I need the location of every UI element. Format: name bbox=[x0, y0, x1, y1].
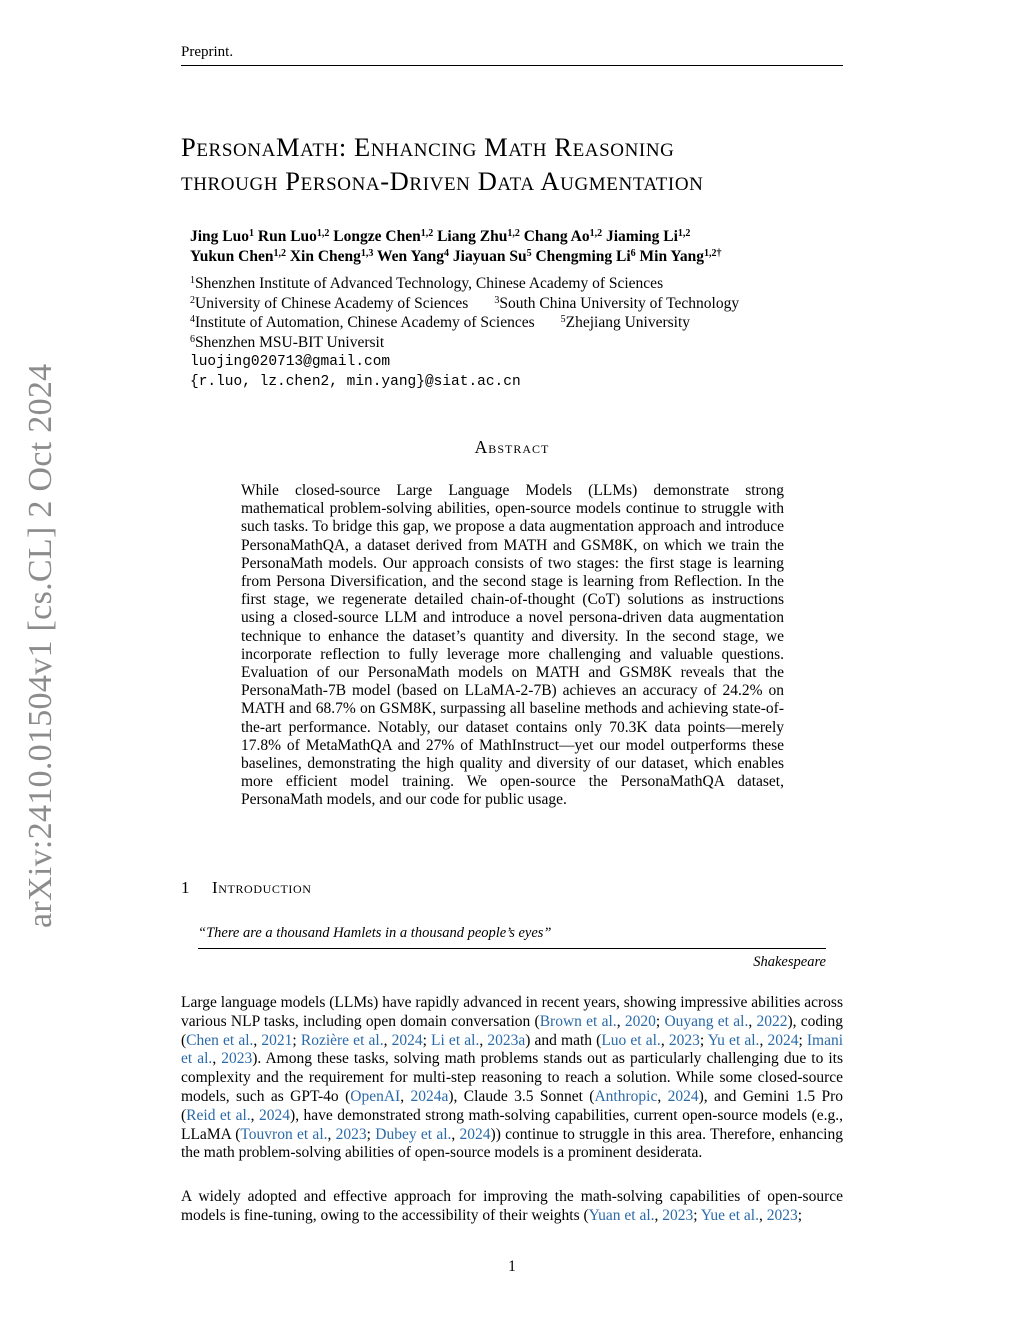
author-name: Xin Cheng bbox=[289, 248, 361, 265]
author-affiliation-marker: 5 bbox=[526, 248, 532, 259]
citation-link[interactable]: 2024 bbox=[767, 1031, 799, 1049]
affiliation-marker: 5 bbox=[560, 314, 566, 326]
citation-link[interactable]: 2024 bbox=[259, 1106, 291, 1124]
citation-link[interactable]: 2023 bbox=[335, 1125, 367, 1143]
author-affiliation-marker: 1,2 bbox=[420, 228, 434, 239]
author-list bbox=[190, 227, 721, 267]
citation-link[interactable]: Ouyang et al. bbox=[664, 1012, 749, 1030]
author-name: Liang Zhu bbox=[437, 228, 508, 245]
header-rule bbox=[181, 65, 843, 66]
affiliation-3: South China University of Technology bbox=[499, 294, 740, 312]
author-name: Longze Chen bbox=[333, 228, 421, 245]
epigraph-quote: “There are a thousand Hamlets in a thousand people’s eyes” bbox=[198, 925, 552, 941]
author-affiliation-marker: 1,2 bbox=[677, 228, 691, 239]
running-header: Preprint. bbox=[181, 44, 234, 60]
affiliation-marker: 3 bbox=[494, 294, 500, 306]
affiliation-marker: 6 bbox=[190, 334, 195, 346]
citation-link[interactable]: 2022 bbox=[756, 1012, 788, 1030]
title-line-1: PersonaMath: Enhancing Math Reasoning bbox=[181, 132, 675, 162]
epigraph-rule bbox=[198, 948, 826, 949]
citation-link[interactable]: Touvron et al. bbox=[240, 1125, 328, 1143]
epigraph-author: Shakespeare bbox=[753, 954, 826, 970]
author-name: Min Yang bbox=[639, 248, 704, 265]
citation-link[interactable]: Yuan et al. bbox=[588, 1206, 655, 1224]
affiliation-6: Shenzhen MSU-BIT Universit bbox=[195, 334, 385, 352]
citation-link[interactable]: Luo et al. bbox=[601, 1031, 661, 1049]
affiliation-line-1 bbox=[190, 274, 739, 294]
citation-link[interactable]: 2021 bbox=[261, 1031, 293, 1049]
citation-link[interactable]: Rozière et al. bbox=[300, 1031, 384, 1049]
author-name: Jiaming Li bbox=[605, 228, 678, 245]
email-line-1: luojing020713@gmail.com bbox=[190, 353, 391, 370]
affiliation-marker: 1 bbox=[190, 275, 195, 286]
section-title: Introduction bbox=[212, 878, 312, 897]
citation-link[interactable]: Yu et al. bbox=[707, 1031, 760, 1049]
author-affiliation-marker: 1,3 bbox=[360, 248, 374, 259]
author-affiliation-marker: 4 bbox=[444, 248, 450, 259]
citation-link[interactable]: Reid et al. bbox=[186, 1106, 251, 1124]
author-name: Chengming Li bbox=[535, 248, 631, 265]
affiliation-1: Shenzhen Institute of Advanced Technology, Chinese Academy of Sciences bbox=[195, 275, 664, 292]
author-name: Wen Yang bbox=[377, 248, 445, 265]
author-affiliation-marker: 1 bbox=[249, 228, 255, 239]
citation-link[interactable]: 2024 bbox=[459, 1125, 491, 1143]
author-affiliation-marker: 1,2 bbox=[273, 248, 286, 259]
affiliations bbox=[190, 274, 739, 392]
citation-link[interactable]: 2023 bbox=[668, 1031, 700, 1049]
author-affiliation-marker: 1,2† bbox=[703, 248, 722, 259]
arxiv-identifier: arXiv:2410.01504v1 [cs.CL] 2 Oct 2024 bbox=[22, 363, 59, 928]
affiliation-marker: 2 bbox=[190, 294, 195, 306]
affiliation-line-4 bbox=[190, 333, 739, 353]
author-affiliation-marker: 6 bbox=[630, 248, 636, 259]
author-affiliation-marker: 1,2 bbox=[507, 228, 520, 239]
affiliation-line-2 bbox=[190, 294, 739, 314]
citation-link[interactable]: Anthropic bbox=[594, 1087, 658, 1105]
citation-link[interactable]: Chen et al. bbox=[186, 1031, 254, 1049]
author-line-2 bbox=[190, 247, 721, 267]
section-heading-introduction bbox=[181, 878, 312, 898]
author-affiliation-marker: 1,2 bbox=[589, 228, 603, 239]
author-line-1 bbox=[190, 227, 721, 247]
intro-paragraph-1: Large language models (LLMs) have rapidly advanced in recent years, showing impressive abilities across various NLP tasks, including open domain conversation (Brown et al., 2020; Ouyang et al., 2022), coding (Chen et al., 2021; Rozière et al., 2024; Li et al., 2023a) and math (Luo et al., 2023; Yu et al., 2024; Imani et al., 2023). Among these tasks, solving math problems stands out as particularly challenging due to its complexity and the requirement for multi-step reasoning to reach a solution. While some closed-source models, such as GPT-4o (OpenAI, 2024a), Claude 3.5 Sonnet (Anthropic, 2024), and Gemini 1.5 Pro (Reid et al., 2024), have demonstrated strong math-solving capabilities, current open-source models (e.g., LLaMA (Touvron et al., 2023; Dubey et al., 2024)) continue to struggle in this area. Therefore, enhancing the math problem-solving abilities of open-source models is a prominent desiderata. bbox=[181, 994, 844, 1162]
abstract-body: While closed-source Large Language Models (LLMs) demonstrate strong mathematical problem-solving abilities, open-source models continue to struggle with such tasks. To bridge this gap, we propose a data augmentation approach and introduce PersonaMathQA, a dataset derived from MATH and GSM8K, on which we train the PersonaMath models. Our approach consists of two stages: the first stage is learning from Persona Diversification, and the second stage is learning from Reflection. In the first stage, we regenerate detailed chain-of-thought (CoT) solutions as instructions using a closed-source LLM and introduce a novel persona-driven data augmentation technique to enhance the dataset’s quantity and diversity. In the second stage, we incorporate reflection to fully leverage more challenging and valuable questions. Evaluation of our PersonaMath models on MATH and GSM8K reveals that the PersonaMath-7B model (based on LLaMA-2-7B) achieves an accuracy of 24.2% on MATH and 68.7% on GSM8K, surpassing all baseline methods and achieving state-of-the-art performance. Notably, our dataset contains only 70.3K data points—merely 17.8% of MetaMathQA and 27% of MathInstruct—yet our model outperforms these baselines, demonstrating the high quality and diversity of our dataset, which enables more efficient model training. We open-source the PersonaMathQA dataset, PersonaMath models, and our code for public usage. bbox=[241, 482, 784, 809]
citation-link[interactable]: 2020 bbox=[624, 1012, 656, 1030]
author-name: Jing Luo bbox=[190, 228, 250, 245]
author-name: Yukun Chen bbox=[190, 248, 274, 265]
intro-paragraph-2: A widely adopted and effective approach for improving the math-solving capabilities of open-source models is fine-tuning, owing to the accessibility of their weights (Yuan et al., 2023; Yue et al., 2023; bbox=[181, 1188, 843, 1224]
page-number: 1 bbox=[508, 1258, 516, 1275]
section-number: 1 bbox=[181, 878, 191, 897]
citation-link[interactable]: Imani et al. bbox=[181, 1031, 844, 1068]
author-name: Jiayuan Su bbox=[452, 248, 527, 265]
affiliation-marker: 4 bbox=[190, 314, 195, 326]
author-name: Run Luo bbox=[257, 228, 317, 245]
citation-link[interactable]: 2024 bbox=[667, 1087, 699, 1105]
citation-link[interactable]: Li et al. bbox=[431, 1031, 480, 1049]
paper-title bbox=[181, 130, 861, 198]
citation-link[interactable]: 2023 bbox=[662, 1206, 694, 1224]
citation-link[interactable]: 2023a bbox=[487, 1031, 526, 1049]
affiliation-line-3 bbox=[190, 313, 739, 333]
citation-link[interactable]: 2023 bbox=[221, 1050, 253, 1068]
citation-link[interactable]: Brown et al. bbox=[539, 1012, 617, 1030]
citation-link[interactable]: 2023 bbox=[766, 1206, 798, 1224]
abstract-heading: Abstract bbox=[474, 437, 550, 457]
affiliation-2: University of Chinese Academy of Sciences bbox=[195, 294, 469, 312]
citation-link[interactable]: OpenAI bbox=[350, 1087, 401, 1105]
author-name: Chang Ao bbox=[523, 228, 590, 245]
affiliation-4: Institute of Automation, Chinese Academy of Sciences bbox=[195, 314, 535, 332]
email-line-2: {r.luo, lz.chen2, min.yang}@siat.ac.cn bbox=[190, 373, 521, 390]
affiliation-5: Zhejiang University bbox=[565, 314, 691, 332]
title-line-2: through Persona-Driven Data Augmentation bbox=[181, 166, 704, 196]
citation-link[interactable]: Dubey et al. bbox=[375, 1125, 452, 1143]
citation-link[interactable]: 2024 bbox=[391, 1031, 423, 1049]
citation-link[interactable]: Yue et al. bbox=[700, 1206, 759, 1224]
citation-link[interactable]: 2024a bbox=[410, 1087, 449, 1105]
author-affiliation-marker: 1,2 bbox=[316, 228, 330, 239]
